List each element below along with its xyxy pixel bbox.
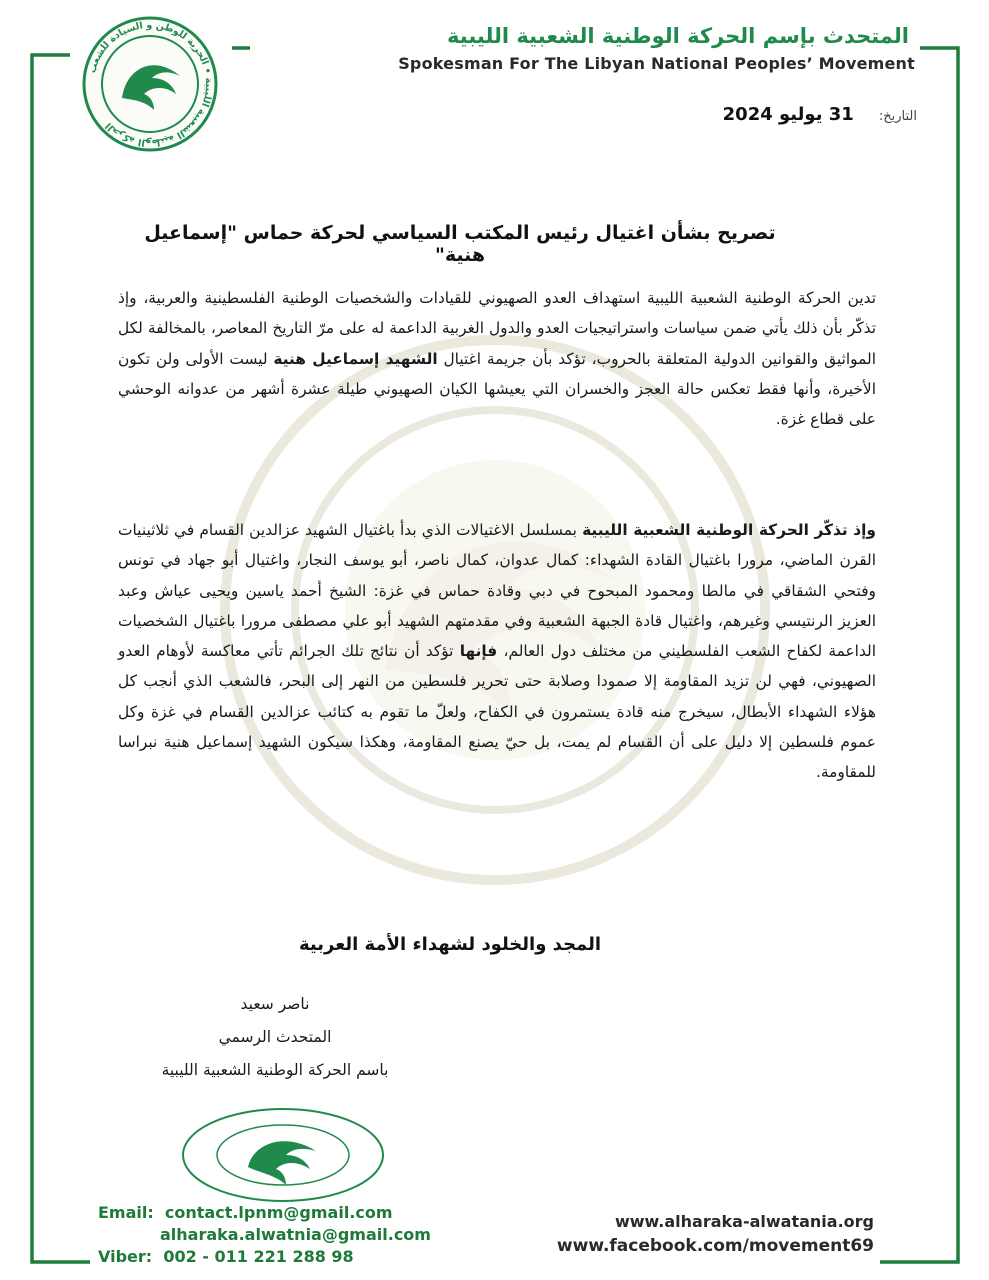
website-link[interactable]: www.alharaka-alwatania.org — [614, 1212, 874, 1231]
viber-number: 002 - 011 221 288 98 — [163, 1247, 354, 1266]
email-link-1[interactable]: contact.lpnm@gmail.com — [164, 1203, 393, 1222]
viber-row — [98, 1246, 438, 1268]
contact-right — [514, 1210, 874, 1258]
signature-block — [110, 988, 440, 1087]
viber-label: Viber: — [98, 1247, 153, 1266]
paragraph-2 — [118, 515, 876, 788]
logo-ring-text: الحركة الوطنية الشعبية الليبية • الحرية للوطن و السيادة للشعب — [87, 19, 215, 149]
email-row — [98, 1202, 438, 1224]
paragraph-2-bold-1: وإذ تذكّر الحركة الوطنية الشعبية الليبية — [582, 521, 877, 539]
header-title-en: Spokesman For The Libyan National Peoples’ Movement — [398, 54, 915, 73]
paragraph-1-part-1: تدين الحركة الوطنية الشعبية الليبية استهداف العدو الصهيوني للقيادات والشخصيات الوطنية الفلسطينية والعربية، وإذ تذكّر بأن ذلك يأتي ضمن سياسات واستراتيجيات العدو والدول الغربية الداعمة له على مرّ التاريخ المعاصر، بالمخالفة لكل المواثيق والقوانين الدولية المتعلقة بالحروب، تؤكد بأن جريمة اغتيال — [118, 289, 876, 368]
signatory-organization: باسم الحركة الوطنية الشعبية الليبية — [161, 1061, 389, 1079]
date-value: 31 يوليو 2024 — [722, 104, 854, 125]
paragraph-2-part-2: تؤكد أن نتائج تلك الجرائم تأتي معاكسة لأوهام العدو الصهيوني، فهي لن تزيد المقاومة إلا صمودا وصلابة حتى تحرير فلسطين من النهر إلى البحر، فالشعب الذي أنجب كل هؤلاء الشهداء الأبطال، سيخرج منه قادة يستمرون في الكفاح، ولعلّ ما تقوم به كتائب عزالدين القسام في غزة وكل عموم فلسطين إلا دليل على أن القسام لم يمت، بل حيّ يصنع المقاومة، وهكذا سيكون الشهيد إسماعيل هنية نبراسا للمقاومة. — [118, 642, 876, 782]
email-link-2[interactable]: alharaka.alwatnia@gmail.com — [160, 1225, 431, 1244]
paragraph-1 — [118, 283, 876, 434]
contact-left — [98, 1202, 438, 1268]
signatory-role: المتحدث الرسمي — [218, 1028, 332, 1046]
header-title-ar: المتحدث بإسم الحركة الوطنية الشعبية الليبية — [447, 24, 909, 48]
email-label: Email: — [98, 1203, 154, 1222]
paragraph-1-bold: الشهيد إسماعيل هنية — [273, 349, 438, 368]
paragraph-2-bold-2: فإنها — [459, 642, 498, 661]
organization-stamp-icon — [178, 1105, 388, 1205]
closing-line: المجد والخلود لشهداء الأمة العربية — [298, 934, 602, 955]
statement-title: تصريح بشأن اغتيال رئيس المكتب السياسي لحركة حماس "إسماعيل هنية" — [144, 222, 776, 266]
paragraph-1-part-2: ليست الأولى ولن تكون الأخيرة، وأنها فقط تعكس حالة العجز والخسران التي يعيشها الكيان الصهيوني طيلة عشرة أشهر من عدوانه الوحشي على قطاع غزة. — [118, 349, 876, 429]
paragraph-2-part-1: بمسلسل الاغتيالات الذي بدأ باغتيال الشهيد عزالدين القسام في ثلاثينيات القرن الماضي، مرورا باغتيال القادة الشهداء: كمال عدوان، كمال ناصر، أبو يوسف النجار، واغتيال أبو جهاد في تونس وفتحي الشقاقي في مالطا ومحمود المبحوح في دبي وقادة حماس في غزة: الشيخ أحمد ياسين ويحيى عياش وعبد العزيز الرنتيسي وغيرهم، واغتيال قادة الجبهة الشعبية وفي مقدمتهم الشهيد أبو علي مصطفى مرورا باغتيال الشخصيات الداعمة لكفاح الشعب الفلسطيني من مختلف دول العالم، — [118, 521, 876, 661]
signatory-name: ناصر سعيد — [240, 995, 310, 1013]
eagle-emblem-icon — [80, 14, 220, 154]
date-row — [557, 104, 917, 134]
facebook-link[interactable]: www.facebook.com/movement69 — [556, 1236, 874, 1256]
date-label: التاريخ: — [878, 109, 917, 124]
